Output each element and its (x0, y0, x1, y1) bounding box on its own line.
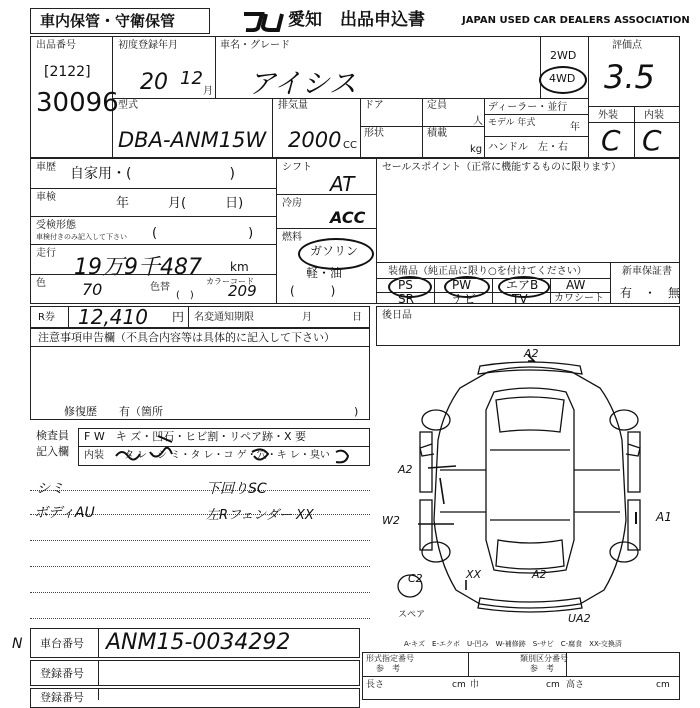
color-change-paren: ( ) (176, 290, 194, 301)
equip-sr: SR (398, 292, 414, 306)
dims-width-label: 巾 (470, 680, 480, 690)
displacement-value: 2000 (288, 128, 342, 152)
capacity-unit: 人 (473, 116, 483, 127)
first-reg-year: 20 (140, 70, 168, 95)
equip-ps: PS (398, 278, 413, 292)
history-label: 車歴 (36, 162, 56, 173)
diagram-mark-left-door: W2 (382, 514, 400, 527)
dims-length-label: 長さ (366, 680, 385, 690)
registration-label: 登録番号 (40, 667, 84, 680)
chassis-label: 車台番号 (40, 637, 84, 650)
inspector-line-2: 内装 タ レ・シ ミ・タ レ・コ ゲ・穴・キ レ・臭い (84, 450, 330, 461)
color-value: 70 (82, 280, 103, 299)
recycle-value: 12,410 (78, 305, 148, 329)
diagram-mark-rear-ua2: UA2 (568, 612, 591, 625)
chassis-value: ANM15-0034292 (106, 630, 291, 655)
equipment-label: 装備品（純正品に限り○を付けてください） (388, 266, 587, 277)
drive-selected-circle (539, 66, 587, 94)
grade-value: 3.5 (604, 58, 655, 96)
grade-interior-label: 内装 (644, 110, 664, 121)
notes-label: 注意事項申告欄（不具合内容等は具体的に記入して下さい） (38, 331, 335, 344)
model-code-value: DBA-ANM15W (118, 128, 267, 152)
bottom-cut-label: 登録番号 (40, 691, 84, 704)
first-reg-label: 初度登録年月 (118, 40, 178, 51)
inspector-label-1: 検査員 (36, 429, 69, 442)
diagram-mark-left-rear: C2 (408, 572, 423, 585)
diagram-mark-xx: XX (466, 568, 482, 581)
capacity-label: 定員 (427, 100, 447, 111)
shift-label: シフト (282, 162, 312, 173)
inspection-label: 車検 (36, 192, 56, 203)
dims-sub-1: 参 考 (376, 664, 400, 673)
association-en: JAPAN USED CAR DEALERS ASSOCIATION (462, 15, 690, 26)
color-change-label: 色替 (150, 282, 170, 293)
association-name: 愛知 (288, 10, 322, 30)
spare-label: スペア (398, 610, 426, 620)
dims-width-cm: cm (546, 680, 560, 690)
model-name-value: アイシス (248, 67, 357, 100)
drive-2wd: 2WD (550, 49, 577, 62)
lot-label: 出品番号 (36, 40, 76, 51)
shape-label: 形状 (364, 128, 384, 139)
dealer-label: ディーラー・並行 (488, 102, 568, 113)
recycle-label: R券 (38, 312, 55, 323)
diagram-mark-rear-a2: A2 (532, 568, 547, 581)
fuel-diesel: 軽・油 (306, 266, 343, 280)
lot-number: 30096 (36, 88, 119, 118)
aircon-value: ACC (330, 208, 366, 227)
diagram-mark-front: A2 (524, 347, 539, 360)
color-code-value: 209 (228, 282, 257, 300)
equip-airbag-circle (498, 276, 550, 298)
equip-ps-circle (388, 276, 432, 298)
sheet-title: 出品申込書 (340, 10, 425, 30)
recycle-unit: 円 (172, 310, 185, 324)
form-type-note: 車検付きのみ記入して下さい (36, 233, 127, 241)
name-change-month: 月 (302, 312, 312, 323)
grade-interior: C (642, 124, 662, 157)
grade-label: 評価点 (612, 40, 642, 51)
form-type-label: 受検形態 (36, 220, 76, 231)
after-date-box (376, 306, 680, 346)
color-label: 色 (36, 278, 46, 289)
color-code-label: カラーコード (206, 277, 254, 286)
model-name-label: 車名・グレード (220, 40, 290, 51)
storage-label: 車内保管・守衛保管 (40, 12, 176, 30)
history-value: 自家用・( ) (70, 166, 235, 182)
aircon-label: 冷房 (282, 198, 302, 209)
grade-exterior: C (601, 124, 621, 157)
diagram-mark-left-front: A2 (398, 463, 413, 476)
equip-seat: カワシート (554, 293, 604, 304)
year-unit: 年 (570, 122, 580, 133)
name-change-day: 日 (352, 312, 362, 323)
fuel-gasoline: ガソリン (310, 244, 359, 258)
repair-history-label: 修復歴 有（箇所 (64, 405, 163, 418)
shift-value: AT (330, 172, 355, 196)
inspection-value: 年 月( 日) (116, 196, 244, 211)
remark-left-1: シミ (36, 481, 64, 497)
displacement-label: 排気量 (278, 100, 308, 111)
model-year-label: モデル 年式 (488, 118, 536, 128)
ju-logo-mark (240, 10, 286, 32)
fuel-parens: ( ) (290, 284, 336, 298)
first-reg-month: 12 (180, 68, 203, 89)
dims-sub-2: 参 考 (530, 664, 554, 673)
door-label: ドア (364, 100, 384, 111)
mileage-value: 19万9千487 (74, 255, 202, 280)
load-label: 積載 (427, 128, 447, 139)
legend-text: A-キズ E-エクボ U-凹み W-補修跡 S-サビ C-腐食 XX-交換済 (404, 640, 622, 648)
drive-4wd: 4WD (549, 72, 576, 85)
fuel-label: 燃料 (282, 232, 302, 243)
dims-length-cm: cm (452, 680, 466, 690)
first-reg-month-suffix: 月 (203, 86, 213, 97)
form-type-parens: ( ) (152, 226, 254, 241)
after-date-label: 後日品 (382, 310, 412, 321)
remark-left-2: ボディAU (34, 505, 95, 521)
handle-label: ハンドル 左・右 (488, 142, 568, 153)
remark-right-2: 左Rフェンダー XX (206, 508, 314, 523)
warranty-label: 新車保証書 (622, 266, 672, 277)
dims-label-2: 類別区分番号 (520, 654, 568, 663)
displacement-cc: CC (343, 140, 357, 151)
warranty-options: 有 ・ 無 (620, 286, 681, 300)
name-change-label: 名変通知期限 (194, 312, 254, 323)
equip-aw: AW (566, 278, 586, 292)
mileage-unit: km (230, 260, 249, 274)
dims-height-label: 高さ (566, 680, 585, 690)
equip-pw-circle (444, 276, 490, 298)
mileage-label: 走行 (36, 248, 56, 259)
ju-logo (240, 10, 286, 32)
inspector-line-1: F W キ ズ・凹石・ヒビ割・リペア跡・X 要 (84, 430, 307, 443)
model-code-label: 型式 (118, 100, 138, 111)
equip-tv: TV (512, 292, 528, 306)
lot-bracket-code: [2122] (44, 64, 91, 80)
remark-right-1: 下回りSC (206, 481, 267, 497)
load-unit: kg (470, 144, 483, 155)
grade-exterior-label: 外装 (598, 110, 618, 121)
equip-pw: PW (452, 278, 472, 292)
equip-navi: ナビ (452, 292, 477, 306)
repair-close-paren: ) (354, 405, 359, 418)
dims-height-cm: cm (656, 680, 670, 690)
sales-points-label: セールスポイント（正常に機能するものに限ります） (382, 162, 622, 173)
equip-airbag: エアB (506, 278, 539, 292)
diagram-mark-right: A1 (656, 510, 672, 524)
inspector-label-2: 記入欄 (36, 445, 69, 458)
dims-label-1: 形式指定番号 (366, 654, 414, 663)
corner-mark: N (12, 636, 23, 652)
